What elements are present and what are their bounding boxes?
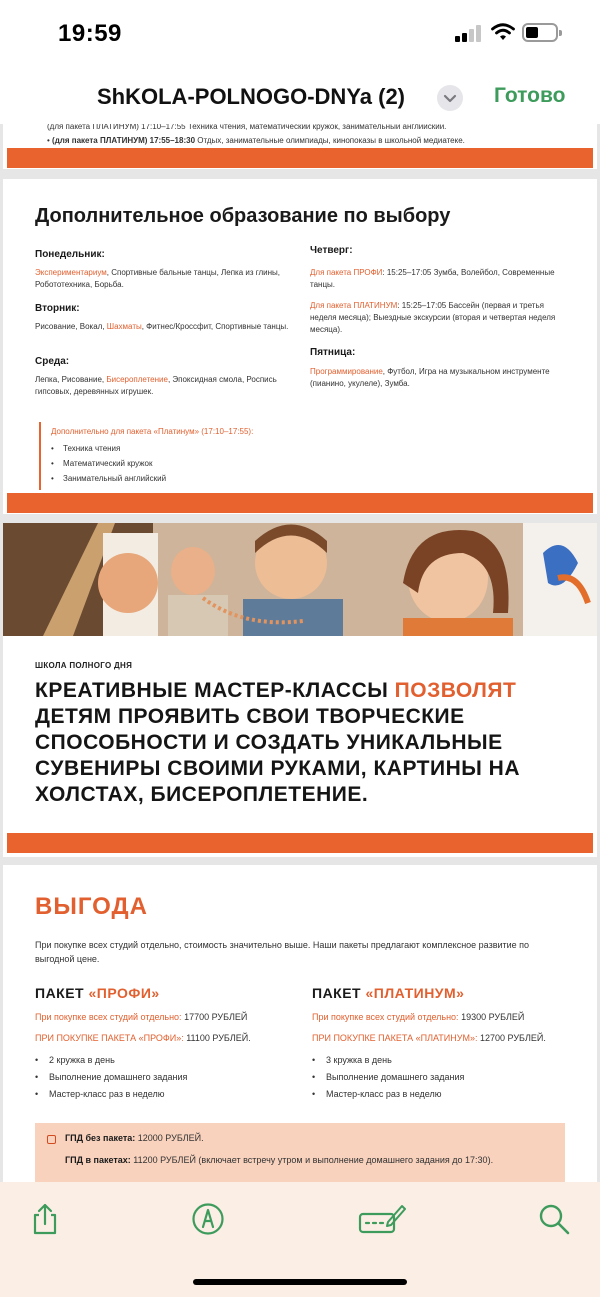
slide-kicker: ШКОЛА ПОЛНОГО ДНЯ <box>35 661 133 670</box>
slide-schedule-end <box>3 124 597 169</box>
note-line: ГПД в пакетах: 11200 РУБЛЕЙ (включает встречу утром и выполнение домашнего задания до 17:30). <box>65 1155 494 1165</box>
children-painting-photo <box>3 523 597 636</box>
signature-icon[interactable] <box>358 1202 406 1236</box>
package-title: ПАКЕТ «ПРОФИ» <box>35 985 160 1001</box>
platinum-extra-list <box>51 444 259 483</box>
slide-benefit <box>3 865 597 1182</box>
wifi-icon <box>490 22 516 42</box>
status-time: 19:59 <box>58 20 122 47</box>
document-nav-bar <box>0 70 600 124</box>
slide-title: ВЫГОДА <box>35 893 148 920</box>
list-item: • 2 кружка в день <box>35 1055 285 1065</box>
done-button[interactable]: Готово <box>494 84 566 107</box>
package-profi <box>35 985 285 1106</box>
monday-label: Понедельник: <box>35 249 105 260</box>
battery-icon <box>522 23 558 42</box>
friday-label: Пятница: <box>310 347 356 358</box>
platinum-extra-box <box>39 422 259 490</box>
list-item: • Математический кружок <box>51 459 259 468</box>
list-item: • 3 кружка в день <box>312 1055 562 1065</box>
thursday-label: Четверг: <box>310 245 353 256</box>
orange-bar <box>7 493 593 513</box>
list-item: • Выполнение домашнего задания <box>312 1072 562 1082</box>
tuesday-label: Вторник: <box>35 303 80 314</box>
orange-bar <box>7 833 593 853</box>
orange-bar <box>7 148 593 168</box>
chevron-down-icon <box>437 85 463 111</box>
price-note <box>35 1123 565 1182</box>
tuesday-text: Рисование, Вокал, Шахматы, Фитнес/Кроссфит, Спортивные танцы. <box>35 322 289 331</box>
monday-text: Экспериментариум, Спортивные бальные танцы, Лепка из глины, Робототехника, Борьба. <box>35 268 281 289</box>
package-price: ПРИ ПОКУПКЕ ПАКЕТА «ПЛАТИНУМ»: 12700 РУБЛЕЙ. <box>312 1033 546 1043</box>
list-item: • Мастер-класс раз в неделю <box>312 1089 562 1099</box>
markup-icon[interactable] <box>191 1202 225 1236</box>
package-separate-price: При покупке всех студий отдельно: 17700 РУБЛЕЙ <box>35 1012 248 1022</box>
share-icon[interactable] <box>28 1202 62 1236</box>
slide-masterclasses <box>3 523 597 857</box>
list-item: • Техника чтения <box>51 444 259 453</box>
package-title: ПАКЕТ «ПЛАТИНУМ» <box>312 985 465 1001</box>
thursday-profi-text: Для пакета ПРОФИ: 15:25–17:05 Зумба, Волейбол, Современные танцы. <box>310 268 555 289</box>
home-indicator[interactable] <box>193 1279 407 1285</box>
slide-title: Дополнительное образование по выбору <box>35 205 451 227</box>
list-item: • Выполнение домашнего задания <box>35 1072 285 1082</box>
platinum-extra-title: Дополнительно для пакета «Платинум» (17:10–17:55): <box>51 427 254 436</box>
friday-text: Программирование, Футбол, Игра на музыкальном инструменте (пианино, укулеле), Зумба. <box>310 367 550 388</box>
wednesday-text: Лепка, Рисование, Бисероплетение, Эпоксидная смола, Роспись гипсовых, деревянных игрушек. <box>35 375 277 396</box>
status-bar <box>0 0 600 70</box>
note-line: ГПД без пакета: 12000 РУБЛЕЙ. <box>65 1133 204 1143</box>
thursday-platinum-text: Для пакета ПЛАТИНУМ: 15:25–17:05 Бассейн (первая и третья неделя месяца); Выездные экскурсии (вторая и четвертая неделя месяца). <box>310 301 556 334</box>
package-features <box>35 1055 285 1099</box>
document-viewer[interactable] <box>0 124 600 1182</box>
document-title[interactable]: ShKOLA-POLNOGO-DNYa (2) <box>97 84 406 109</box>
list-item: • Мастер-класс раз в неделю <box>35 1089 285 1099</box>
schedule-line: (для пакета ПЛАТИНУМ) 17:10–17:55 Техника чтения, математический кружок, занимательный английский. <box>47 124 447 131</box>
title-menu-button[interactable] <box>437 85 463 111</box>
schedule-line: • (для пакета ПЛАТИНУМ) 17:55–18:30 Отдых, занимательные олимпиады, кинопоказы в школьной медиатеке. <box>47 136 465 145</box>
package-separate-price: При покупке всех студий отдельно: 19300 РУБЛЕЙ <box>312 1012 525 1022</box>
package-features <box>312 1055 562 1099</box>
note-icon <box>47 1135 56 1144</box>
search-icon[interactable] <box>537 1202 571 1236</box>
package-price: ПРИ ПОКУПКЕ ПАКЕТА «ПРОФИ»: 11100 РУБЛЕЙ. <box>35 1033 251 1043</box>
masterclass-headline: КРЕАТИВНЫЕ МАСТЕР-КЛАССЫ ПОЗВОЛЯТ ДЕТЯМ ПРОЯВИТЬ СВОИ ТВОРЧЕСКИЕ СПОСОБНОСТИ И СОЗДАТЬ УНИКАЛЬНЫЕ СУВЕНИРЫ СВОИМИ РУКАМИ, КАРТИНЫ НА ХОЛСТАХ, БИСЕРОПЛЕТЕНИЕ. <box>35 679 520 806</box>
wednesday-label: Среда: <box>35 356 70 367</box>
cellular-signal-icon <box>455 24 483 42</box>
slide-additional-education <box>3 179 597 514</box>
benefit-intro: При покупке всех студий отдельно, стоимость значительно выше. Наши пакеты предлагают комплексное развитие по выгодной цене. <box>35 940 530 964</box>
list-item: • Занимательный английский <box>51 474 259 483</box>
package-platinum <box>312 985 562 1106</box>
